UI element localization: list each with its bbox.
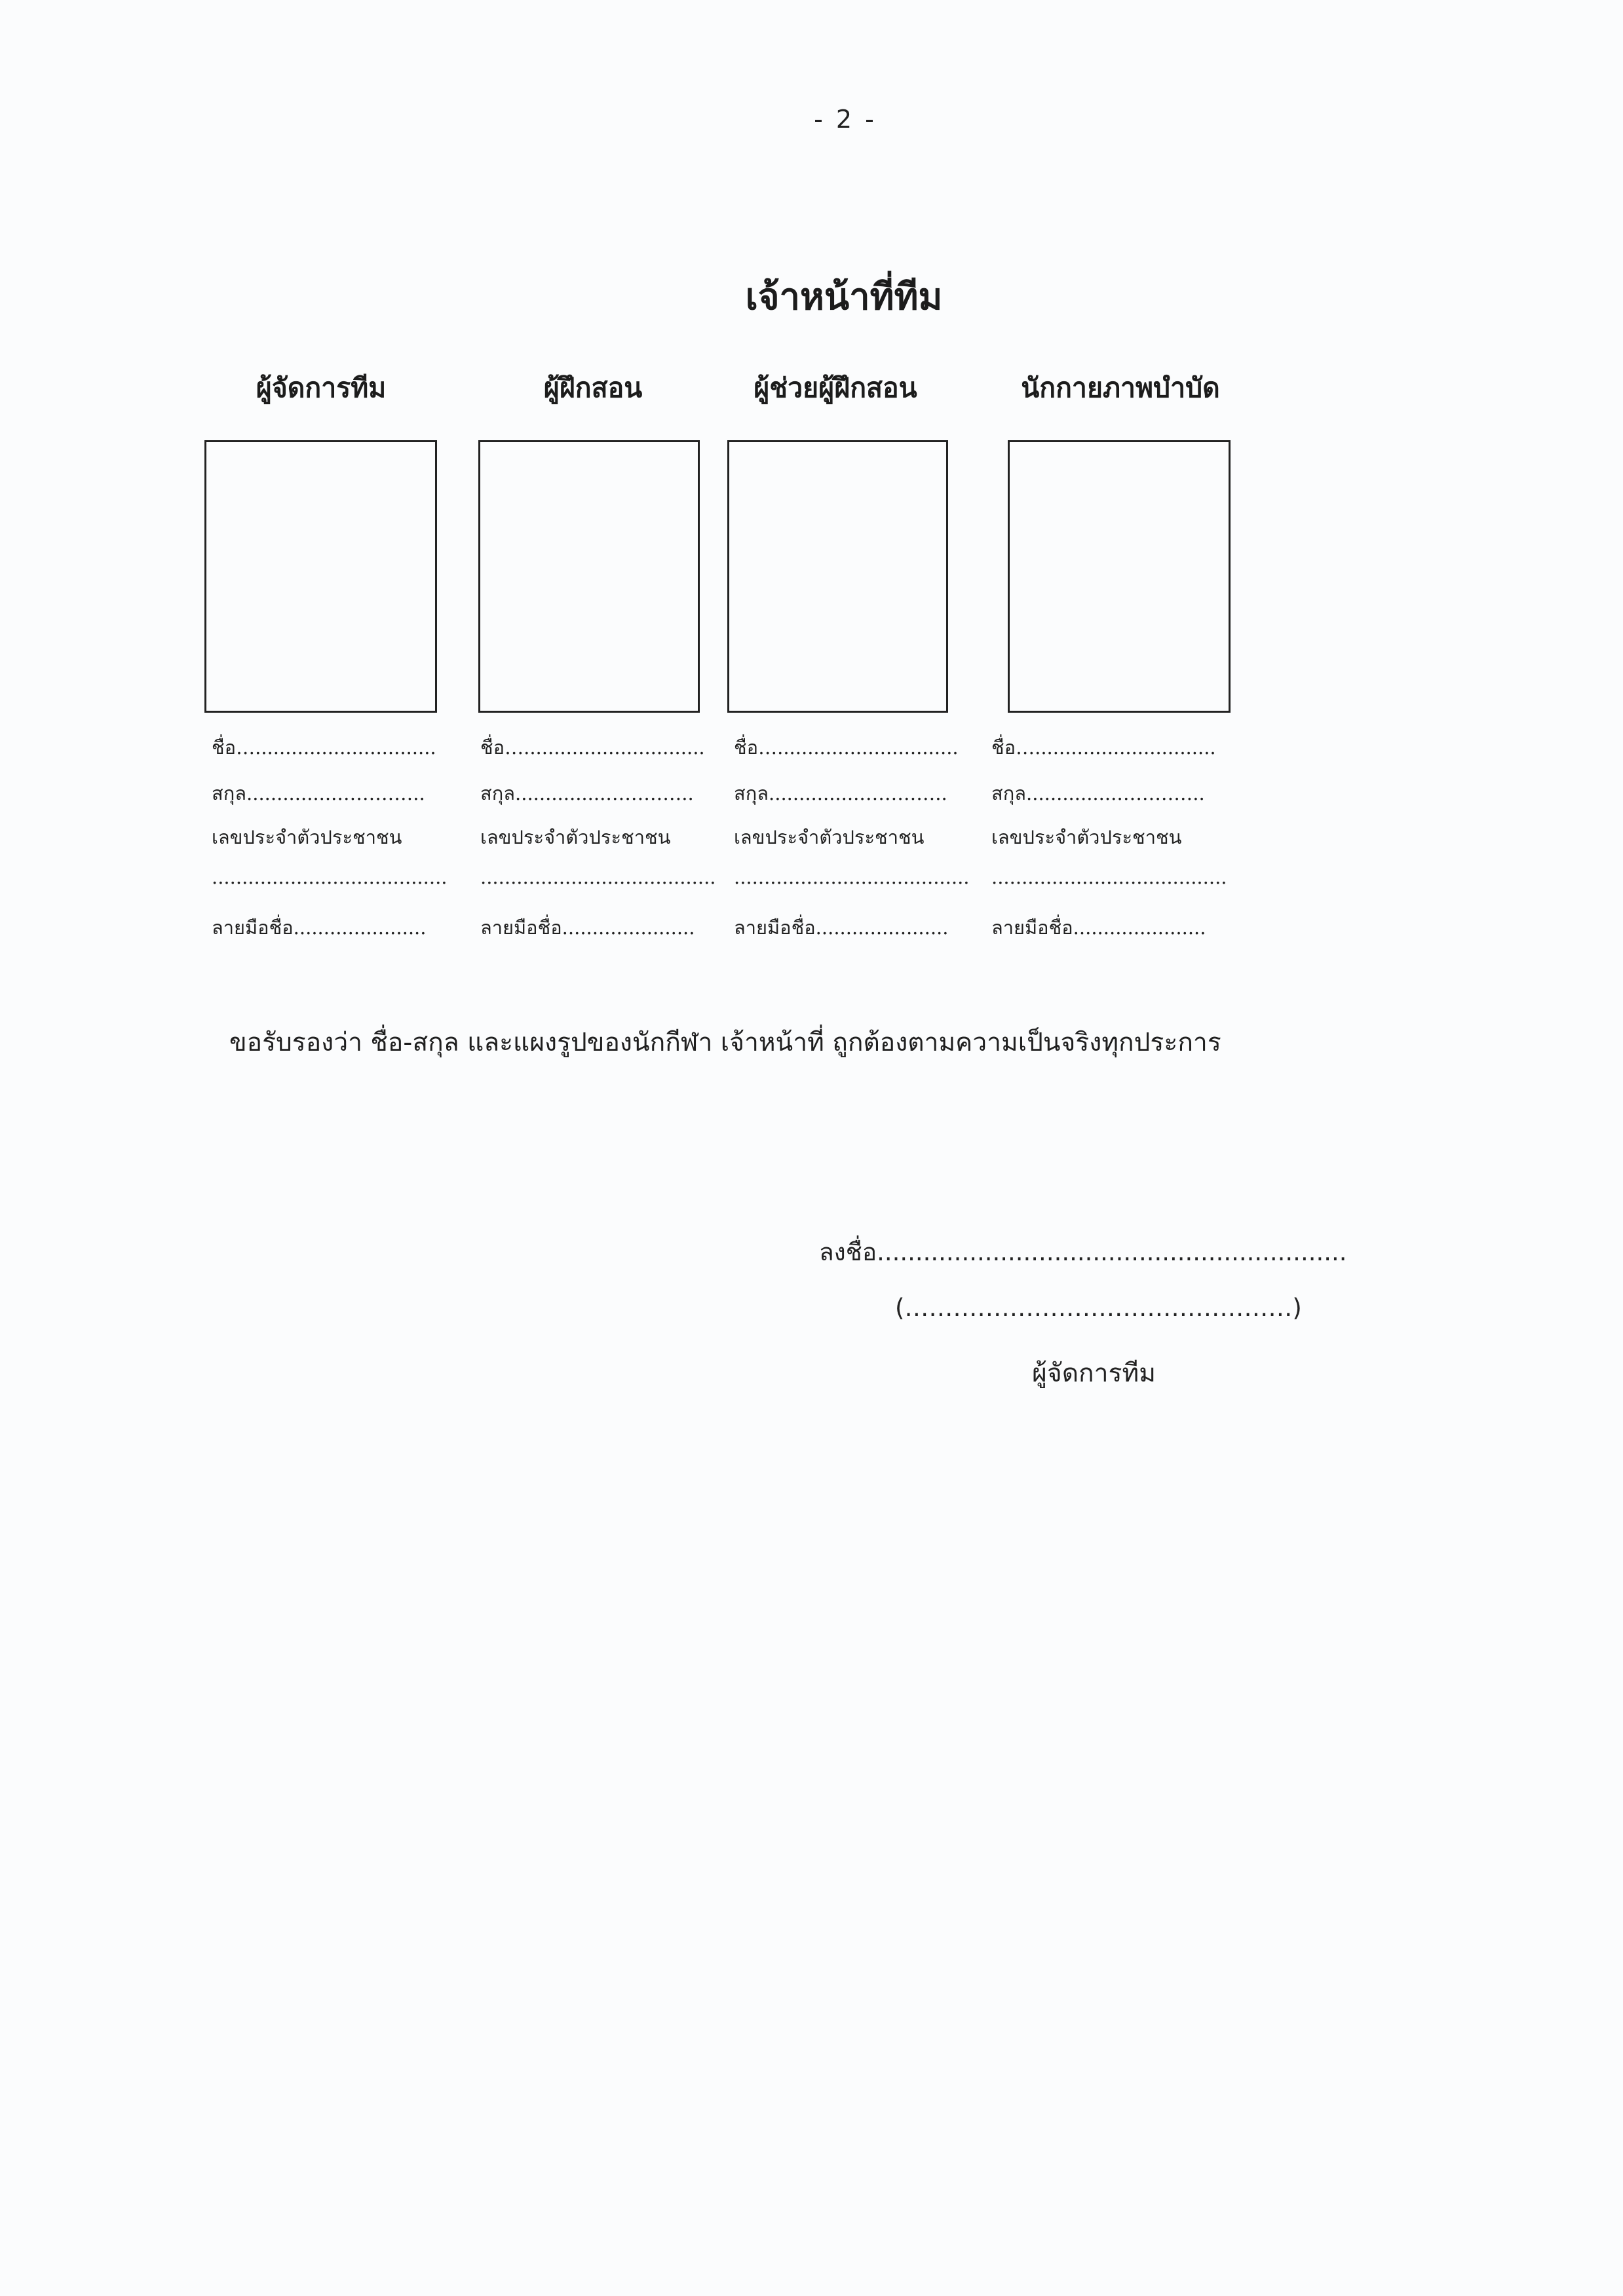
role-heading-coach: ผู้ฝึกสอน (543, 372, 643, 404)
id-field: ....................................... (991, 866, 1227, 888)
id-field: ....................................... (480, 866, 716, 888)
page-number: - 2 - (814, 105, 877, 134)
id-label: เลขประจำตัวประชาชน (991, 826, 1182, 848)
name-field: ชื่อ….............................. (212, 736, 436, 759)
id-field: ....................................... (212, 866, 448, 888)
signature-field: ลายมือชื่อ...................... (480, 916, 695, 939)
signatory-name-field: (…………………………………………) (895, 1294, 1302, 1322)
surname-field: สกุล...............………….. (734, 782, 947, 804)
role-heading-team-manager: ผู้จัดการทีม (256, 372, 387, 404)
role-heading-assistant-coach: ผู้ช่วยผู้ฝึกสอน (754, 372, 917, 404)
surname-field: สกุล...............………….. (991, 782, 1205, 804)
signature-field: ลายมือชื่อ...................... (212, 916, 427, 939)
photo-box-coach (478, 440, 700, 713)
certification-statement: ขอรับรองว่า ชื่อ-สกุล และแผงรูปของนักกีฬา เจ้าหน้าที่ ถูกต้องตามความเป็นจริงทุกประการ (229, 1028, 1221, 1057)
name-field: ชื่อ….............................. (734, 736, 959, 759)
surname-field: สกุล...............………….. (212, 782, 425, 804)
id-label: เลขประจำตัวประชาชน (480, 826, 671, 848)
photo-box-physiotherapist (1008, 440, 1231, 713)
photo-box-assistant-coach (727, 440, 948, 713)
signature-field: ลายมือชื่อ...................... (991, 916, 1206, 939)
surname-field: สกุล...............………….. (480, 782, 694, 804)
name-field: ชื่อ….............................. (991, 736, 1216, 759)
role-heading-physiotherapist: นักกายภาพบำบัด (1021, 372, 1220, 404)
photo-box-team-manager (204, 440, 437, 713)
id-label: เลขประจำตัวประชาชน (734, 826, 925, 848)
signature-line: ลงชื่อ............................................................. (819, 1238, 1347, 1266)
id-label: เลขประจำตัวประชาชน (212, 826, 402, 848)
id-field: ....................................... (734, 866, 970, 888)
signature-field: ลายมือชื่อ...................... (734, 916, 949, 939)
page-title: เจ้าหน้าที่ทีม (745, 276, 943, 318)
signatory-role: ผู้จัดการทีม (1032, 1359, 1156, 1388)
name-field: ชื่อ….............................. (480, 736, 705, 759)
